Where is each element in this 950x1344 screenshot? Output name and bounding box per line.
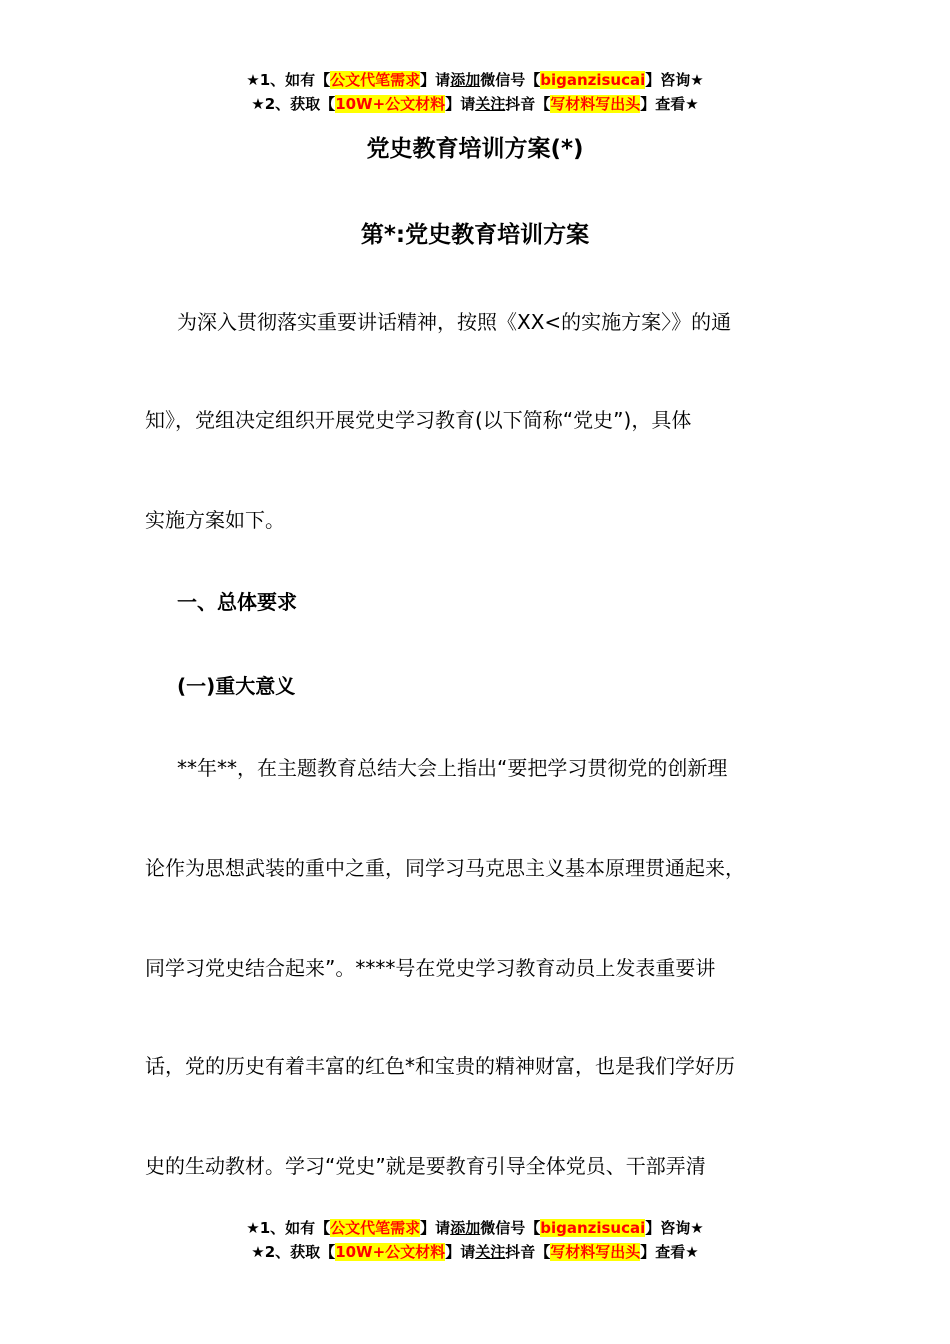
banner-highlight: biganzisucai	[540, 71, 646, 89]
banner-highlight: biganzisucai	[540, 1219, 646, 1237]
paragraph-line: 为深入贯彻落实重要讲话精神，按照《XX<的实施方案〉》的通	[177, 310, 732, 334]
banner-text: 】请	[445, 95, 476, 113]
banner-text: ★2、获取【	[251, 1243, 336, 1261]
banner-underline: 关注	[475, 95, 506, 113]
header-banner	[0, 68, 950, 116]
banner-text: 】查看★	[640, 1243, 699, 1261]
banner-text: ★2、获取【	[251, 95, 336, 113]
banner-highlight: 公文代笔需求	[330, 71, 421, 89]
banner-highlight: 10W+公文材料	[335, 1243, 446, 1261]
banner-text: 】请	[420, 71, 451, 89]
paragraph-line: 论作为思想武装的重中之重，同学习马克思主义基本原理贯通起来，	[145, 856, 745, 880]
banner-line-1	[0, 1216, 950, 1240]
banner-underline: 关注	[475, 1243, 506, 1261]
document-title: 党史教育培训方案(*)	[366, 136, 584, 162]
banner-highlight: 写材料写出头	[550, 95, 641, 113]
paragraph-line: 知》，党组决定组织开展党史学习教育(以下简称“党史”)，具体	[145, 408, 692, 432]
paragraph-line: 史的生动教材。学习“党史”就是要教育引导全体党员、干部弄清	[145, 1154, 706, 1178]
paragraph-line: 同学习党史结合起来”。****号在党史学习教育动员上发表重要讲	[145, 956, 716, 980]
banner-text: ★1、如有【	[246, 71, 331, 89]
banner-text: 】咨询★	[645, 1219, 704, 1237]
banner-text: 】请	[420, 1219, 451, 1237]
banner-line-1	[0, 68, 950, 92]
paragraph-line: 实施方案如下。	[145, 508, 285, 532]
paragraph-line: **年**，在主题教育总结大会上指出“要把学习贯彻党的创新理	[177, 756, 728, 780]
banner-text: 微信号【	[480, 71, 541, 89]
paragraph-line: 话，党的历史有着丰富的红色*和宝贵的精神财富，也是我们学好历	[145, 1054, 735, 1078]
banner-underline: 添加	[450, 1219, 481, 1237]
subsection-heading: (一)重大意义	[177, 674, 296, 698]
banner-line-2	[0, 92, 950, 116]
document-subtitle: 第*:党史教育培训方案	[360, 222, 590, 248]
banner-line-2	[0, 1240, 950, 1264]
banner-text: 抖音【	[505, 1243, 551, 1261]
banner-text: 】咨询★	[645, 71, 704, 89]
banner-text: 】查看★	[640, 95, 699, 113]
banner-highlight: 10W+公文材料	[335, 95, 446, 113]
banner-text: 】请	[445, 1243, 476, 1261]
banner-text: 抖音【	[505, 95, 551, 113]
banner-text: 微信号【	[480, 1219, 541, 1237]
banner-text: ★1、如有【	[246, 1219, 331, 1237]
banner-highlight: 公文代笔需求	[330, 1219, 421, 1237]
banner-underline: 添加	[450, 71, 481, 89]
section-heading: 一、总体要求	[177, 590, 297, 614]
banner-highlight: 写材料写出头	[550, 1243, 641, 1261]
footer-banner	[0, 1216, 950, 1264]
